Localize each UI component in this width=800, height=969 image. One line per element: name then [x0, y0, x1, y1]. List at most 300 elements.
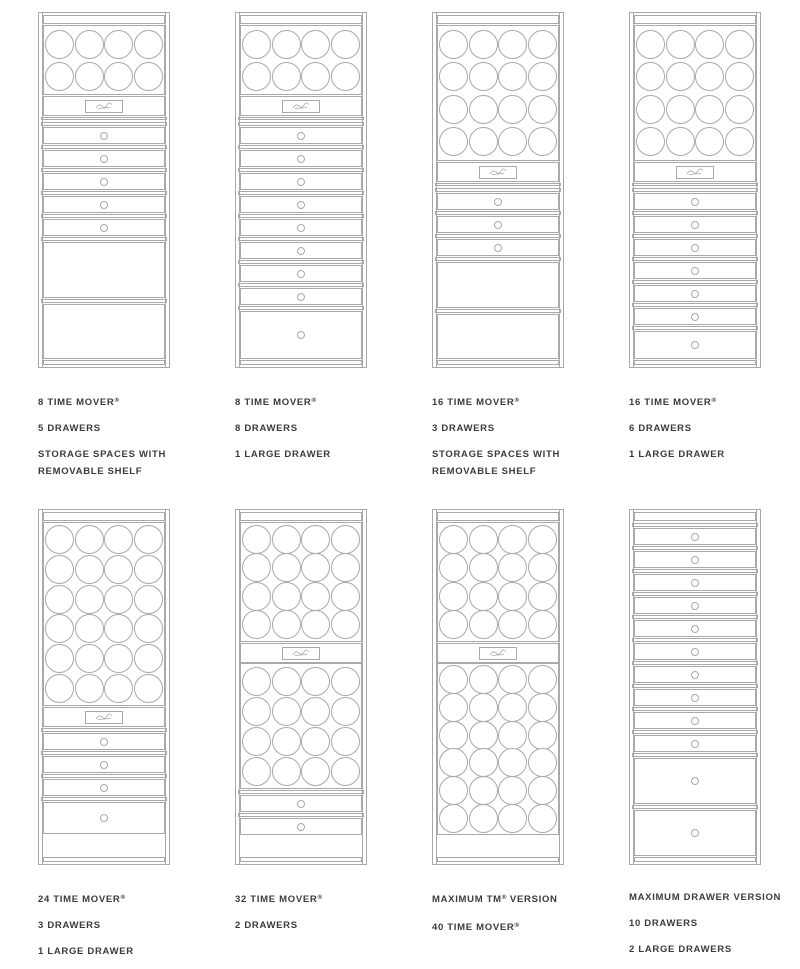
- cabinet-top-panel: [437, 15, 559, 24]
- cabinet-top-panel: [43, 512, 165, 521]
- drawer: [240, 282, 362, 305]
- drawer-rail: [41, 191, 167, 195]
- time-mover-circle: [331, 757, 360, 786]
- drawer-front: [634, 597, 756, 614]
- cabinet-label: [38, 392, 202, 480]
- drawer-front: [634, 810, 756, 856]
- time-mover-grid: [437, 522, 559, 642]
- time-mover-circle: [104, 555, 133, 584]
- cabinet-base-panel: [240, 360, 362, 365]
- configuration-cell: [235, 12, 405, 472]
- drawer: [634, 302, 756, 325]
- time-mover-circle: [301, 30, 330, 59]
- drawer-rail: [632, 592, 758, 596]
- brand-signature-icon: [291, 102, 311, 110]
- plaque-panel: [240, 96, 362, 116]
- drawer-knob: [297, 270, 305, 278]
- drawer-rail: [238, 168, 364, 172]
- drawer-rail: [632, 211, 758, 215]
- drawer-rail: [41, 751, 167, 755]
- drawer-rail: [632, 684, 758, 688]
- time-mover-row: [45, 525, 163, 555]
- brand-signature-icon: [94, 102, 114, 110]
- drawer-front: [634, 528, 756, 545]
- time-mover-circle: [134, 614, 163, 643]
- cabinet-diagram-config-32tm-2drawers: [235, 509, 367, 865]
- time-mover-circle: [45, 585, 74, 614]
- drawer-rail: [238, 790, 364, 794]
- time-mover-row: [439, 93, 557, 126]
- brand-signature-icon: [488, 649, 508, 657]
- shelf-band: [41, 117, 167, 120]
- label-line: 2 LARGE DRAWERS: [629, 944, 732, 955]
- drawer-front: [634, 239, 756, 256]
- time-mover-circle: [439, 776, 468, 805]
- drawer: [634, 683, 756, 706]
- label-line: STORAGE SPACES WITH REMOVABLE SHELF: [432, 449, 561, 477]
- drawer-knob: [100, 155, 108, 163]
- time-mover-circle: [301, 757, 330, 786]
- time-mover-grid: [437, 25, 559, 161]
- plaque-panel: [437, 162, 559, 182]
- time-mover-circle: [498, 721, 527, 750]
- drawer-front: [634, 551, 756, 568]
- drawer-rail: [238, 191, 364, 195]
- drawer: [634, 233, 756, 256]
- drawer: [634, 637, 756, 660]
- label-line: 8 DRAWERS: [235, 423, 298, 434]
- time-mover-circle: [272, 62, 301, 91]
- shelf-band: [435, 183, 561, 186]
- label-line: 40 TIME MOVER®: [432, 922, 520, 933]
- drawer: [43, 750, 165, 773]
- time-mover-circle: [134, 585, 163, 614]
- time-mover-circle: [75, 62, 104, 91]
- drawer: [437, 210, 559, 233]
- time-mover-circle: [666, 95, 695, 124]
- time-mover-circle: [272, 610, 301, 639]
- drawer-knob: [691, 671, 699, 679]
- time-mover-circle: [242, 727, 271, 756]
- drawer-rail: [632, 280, 758, 284]
- time-mover-circle: [439, 553, 468, 582]
- drawer: [634, 210, 756, 233]
- label-line: 6 DRAWERS: [629, 423, 692, 434]
- time-mover-circle: [45, 62, 74, 91]
- time-mover-row: [439, 582, 557, 611]
- time-mover-circle: [104, 674, 133, 703]
- time-mover-row: [636, 61, 754, 94]
- time-mover-grid: [43, 522, 165, 706]
- time-mover-circle: [75, 644, 104, 673]
- cabinet-label: [629, 889, 793, 958]
- time-mover-circle: [725, 30, 754, 59]
- drawer: [43, 213, 165, 236]
- drawer-rail: [632, 546, 758, 550]
- drawer-knob: [691, 556, 699, 564]
- label-line: 32 TIME MOVER®: [235, 894, 323, 905]
- time-mover-row: [242, 28, 360, 60]
- open-compartment: [240, 835, 362, 856]
- time-mover-circle: [331, 667, 360, 696]
- time-mover-circle: [498, 665, 527, 694]
- cabinet-label: [235, 392, 399, 463]
- drawer-front: [634, 331, 756, 359]
- drawer-knob: [691, 602, 699, 610]
- time-mover-circle: [439, 127, 468, 156]
- drawer-knob: [100, 224, 108, 232]
- time-mover-circle: [331, 553, 360, 582]
- cabinet-diagram-config-maximum-tm-40tm: [432, 509, 564, 865]
- drawer: [240, 236, 362, 259]
- time-mover-circle: [528, 582, 557, 611]
- cabinet-diagram-config-maximum-drawer: [629, 509, 761, 865]
- drawer-rail: [632, 257, 758, 261]
- time-mover-circle: [331, 727, 360, 756]
- time-mover-circle: [134, 525, 163, 554]
- drawer-rail: [41, 214, 167, 218]
- drawer: [240, 190, 362, 213]
- drawer-knob: [691, 341, 699, 349]
- time-mover-circle: [528, 804, 557, 833]
- registered-mark: ®: [514, 397, 520, 404]
- time-mover-circle: [45, 555, 74, 584]
- drawer: [43, 190, 165, 213]
- drawer: [43, 121, 165, 144]
- time-mover-circle: [331, 525, 360, 554]
- time-mover-row: [242, 60, 360, 92]
- drawer: [634, 614, 756, 637]
- drawer: [240, 789, 362, 812]
- drawer-rail: [238, 813, 364, 817]
- storage-space: [437, 256, 559, 308]
- time-mover-row: [439, 777, 557, 805]
- time-mover-grid: [43, 25, 165, 95]
- time-mover-row: [439, 721, 557, 749]
- time-mover-circle: [528, 610, 557, 639]
- drawer: [240, 121, 362, 144]
- drawer-front: [634, 758, 756, 804]
- time-mover-circle: [301, 553, 330, 582]
- label-line: 8 TIME MOVER®: [38, 397, 120, 408]
- drawer: [43, 773, 165, 796]
- time-mover-circle: [75, 614, 104, 643]
- time-mover-circle: [104, 614, 133, 643]
- time-mover-circle: [528, 693, 557, 722]
- time-mover-row: [45, 584, 163, 614]
- drawer-rail: [41, 168, 167, 172]
- large-drawer: [240, 305, 362, 359]
- drawer-front: [437, 239, 559, 256]
- shelf-rail: [435, 309, 561, 313]
- drawer-rail: [238, 214, 364, 218]
- drawer-rail: [435, 234, 561, 238]
- time-mover-circle: [331, 30, 360, 59]
- plaque-panel: [634, 162, 756, 182]
- drawer: [634, 591, 756, 614]
- time-mover-circle: [301, 525, 330, 554]
- time-mover-circle: [439, 693, 468, 722]
- drawer-knob: [297, 823, 305, 831]
- time-mover-row: [439, 28, 557, 61]
- drawer-knob: [297, 293, 305, 301]
- drawer-front: [437, 193, 559, 210]
- brand-plaque: [282, 647, 320, 660]
- drawer-knob: [691, 533, 699, 541]
- registered-mark: ®: [114, 397, 120, 404]
- label-line: STORAGE SPACES WITH REMOVABLE SHELF: [38, 449, 167, 477]
- label-line: 10 DRAWERS: [629, 918, 698, 929]
- time-mover-circle: [301, 667, 330, 696]
- open-compartment: [43, 834, 165, 856]
- cabinet-label: [38, 889, 202, 960]
- drawer-knob: [691, 244, 699, 252]
- label-line: 24 TIME MOVER®: [38, 894, 126, 905]
- drawer-front: [240, 818, 362, 835]
- drawer: [240, 259, 362, 282]
- brand-signature-icon: [94, 713, 114, 721]
- time-mover-circle: [75, 555, 104, 584]
- drawer: [437, 233, 559, 256]
- time-mover-circle: [272, 667, 301, 696]
- drawer-front: [240, 219, 362, 236]
- open-compartment: [437, 835, 559, 856]
- time-mover-row: [242, 696, 360, 726]
- drawer-knob: [691, 648, 699, 656]
- time-mover-row: [439, 804, 557, 832]
- drawer-front: [43, 173, 165, 190]
- time-mover-circle: [242, 757, 271, 786]
- time-mover-circle: [528, 95, 557, 124]
- drawer-knob: [691, 313, 699, 321]
- brand-plaque: [282, 100, 320, 113]
- drawer-front: [240, 311, 362, 359]
- plaque-panel: [43, 96, 165, 116]
- cabinet-base-panel: [43, 857, 165, 862]
- large-drawer: [634, 804, 756, 856]
- drawer-rail: [435, 188, 561, 192]
- time-mover-grid: [240, 663, 362, 789]
- time-mover-circle: [242, 610, 271, 639]
- drawer: [634, 545, 756, 568]
- time-mover-circle: [301, 62, 330, 91]
- drawer-knob: [100, 784, 108, 792]
- time-mover-circle: [75, 30, 104, 59]
- time-mover-circle: [134, 674, 163, 703]
- drawer-rail: [238, 283, 364, 287]
- time-mover-row: [439, 554, 557, 583]
- label-line: 1 LARGE DRAWER: [629, 449, 725, 460]
- drawer-knob: [297, 800, 305, 808]
- drawer-knob: [691, 625, 699, 633]
- brand-plaque: [85, 711, 123, 724]
- time-mover-circle: [528, 62, 557, 91]
- drawer-front: [43, 756, 165, 773]
- drawer: [240, 213, 362, 236]
- registered-mark: ®: [711, 397, 717, 404]
- time-mover-circle: [469, 804, 498, 833]
- drawer-knob: [297, 331, 305, 339]
- plaque-panel: [240, 643, 362, 663]
- cabinet-top-panel: [437, 512, 559, 521]
- time-mover-row: [636, 93, 754, 126]
- drawer-front: [634, 216, 756, 233]
- drawer-knob: [494, 221, 502, 229]
- time-mover-circle: [104, 644, 133, 673]
- drawer: [43, 144, 165, 167]
- drawer-front: [240, 150, 362, 167]
- drawer-front: [43, 219, 165, 236]
- time-mover-row: [636, 28, 754, 61]
- time-mover-circle: [272, 697, 301, 726]
- configuration-cell: [432, 509, 602, 945]
- drawer-rail: [632, 753, 758, 757]
- storage-space: [437, 308, 559, 360]
- cabinet-label: [432, 889, 596, 936]
- registered-mark: ®: [311, 397, 317, 404]
- time-mover-circle: [331, 697, 360, 726]
- drawer-rail: [632, 303, 758, 307]
- time-mover-circle: [242, 697, 271, 726]
- time-mover-circle: [242, 582, 271, 611]
- time-mover-circle: [272, 757, 301, 786]
- time-mover-circle: [725, 127, 754, 156]
- storage-space: [43, 236, 165, 298]
- drawer: [634, 729, 756, 752]
- drawer-rail: [41, 728, 167, 732]
- drawer-front: [240, 127, 362, 144]
- drawer-front: [634, 712, 756, 729]
- time-mover-row: [439, 694, 557, 722]
- time-mover-circle: [666, 30, 695, 59]
- cabinet-diagram-config-16tm-3drawers-storage: [432, 12, 564, 368]
- drawer-rail: [41, 797, 167, 801]
- cabinet-top-panel: [240, 15, 362, 24]
- cabinet-base-panel: [437, 360, 559, 365]
- time-mover-circle: [439, 665, 468, 694]
- time-mover-circle: [666, 62, 695, 91]
- time-mover-circle: [439, 721, 468, 750]
- time-mover-circle: [498, 127, 527, 156]
- storage-opening: [43, 242, 165, 298]
- label-line: 1 LARGE DRAWER: [38, 946, 134, 957]
- label-line: 3 DRAWERS: [432, 423, 495, 434]
- time-mover-circle: [104, 585, 133, 614]
- time-mover-grid: [240, 522, 362, 642]
- time-mover-row: [45, 614, 163, 644]
- time-mover-circle: [45, 525, 74, 554]
- drawer-front: [43, 733, 165, 750]
- storage-opening: [437, 314, 559, 360]
- drawer: [43, 727, 165, 750]
- time-mover-circle: [498, 748, 527, 777]
- drawer-front: [43, 150, 165, 167]
- drawer-rail: [632, 234, 758, 238]
- time-mover-circle: [301, 697, 330, 726]
- time-mover-circle: [45, 30, 74, 59]
- time-mover-circle: [272, 30, 301, 59]
- time-mover-circle: [469, 748, 498, 777]
- time-mover-circle: [469, 62, 498, 91]
- time-mover-row: [45, 644, 163, 674]
- drawer-knob: [297, 247, 305, 255]
- configuration-cell: [629, 509, 799, 967]
- cabinet-diagram-config-24tm-3drawers-1large: [38, 509, 170, 865]
- drawer-knob: [691, 777, 699, 785]
- time-mover-circle: [469, 693, 498, 722]
- time-mover-circle: [469, 665, 498, 694]
- drawer-knob: [691, 740, 699, 748]
- drawer: [634, 187, 756, 210]
- drawer-knob: [100, 132, 108, 140]
- brand-plaque: [85, 100, 123, 113]
- time-mover-circle: [528, 665, 557, 694]
- time-mover-circle: [134, 30, 163, 59]
- time-mover-circle: [331, 62, 360, 91]
- brand-plaque: [479, 647, 517, 660]
- drawer-rail: [632, 730, 758, 734]
- time-mover-circle: [439, 748, 468, 777]
- time-mover-circle: [636, 30, 665, 59]
- time-mover-row: [439, 666, 557, 694]
- drawer-rail: [632, 661, 758, 665]
- cabinet-top-panel: [43, 15, 165, 24]
- storage-space: [43, 298, 165, 360]
- time-mover-circle: [134, 62, 163, 91]
- time-mover-circle: [695, 95, 724, 124]
- drawer-front: [437, 216, 559, 233]
- drawer-front: [240, 242, 362, 259]
- time-mover-row: [242, 611, 360, 640]
- drawer-knob: [100, 761, 108, 769]
- time-mover-circle: [469, 776, 498, 805]
- drawer-rail: [632, 615, 758, 619]
- drawer: [240, 812, 362, 835]
- drawer-knob: [691, 198, 699, 206]
- time-mover-circle: [439, 582, 468, 611]
- time-mover-circle: [272, 727, 301, 756]
- time-mover-circle: [104, 525, 133, 554]
- drawer-knob: [691, 221, 699, 229]
- time-mover-circle: [636, 95, 665, 124]
- drawer: [43, 167, 165, 190]
- time-mover-circle: [75, 525, 104, 554]
- drawer-knob: [100, 178, 108, 186]
- brand-signature-icon: [685, 168, 705, 176]
- time-mover-row: [242, 756, 360, 786]
- time-mover-circle: [469, 553, 498, 582]
- cabinet-top-panel: [634, 15, 756, 24]
- shelf-band: [632, 183, 758, 186]
- drawer: [240, 144, 362, 167]
- drawer-rail: [632, 523, 758, 527]
- time-mover-circle: [725, 95, 754, 124]
- configuration-cell: [432, 12, 602, 489]
- drawer-rail: [632, 638, 758, 642]
- time-mover-circle: [331, 582, 360, 611]
- cabinet-label: [235, 889, 399, 934]
- large-drawer: [634, 752, 756, 804]
- drawer-knob: [691, 290, 699, 298]
- time-mover-circle: [439, 62, 468, 91]
- cabinet-base-panel: [634, 857, 756, 862]
- registered-mark: ®: [120, 894, 126, 901]
- time-mover-circle: [45, 614, 74, 643]
- label-line: 16 TIME MOVER®: [432, 397, 520, 408]
- time-mover-circle: [301, 582, 330, 611]
- time-mover-circle: [695, 30, 724, 59]
- time-mover-circle: [134, 644, 163, 673]
